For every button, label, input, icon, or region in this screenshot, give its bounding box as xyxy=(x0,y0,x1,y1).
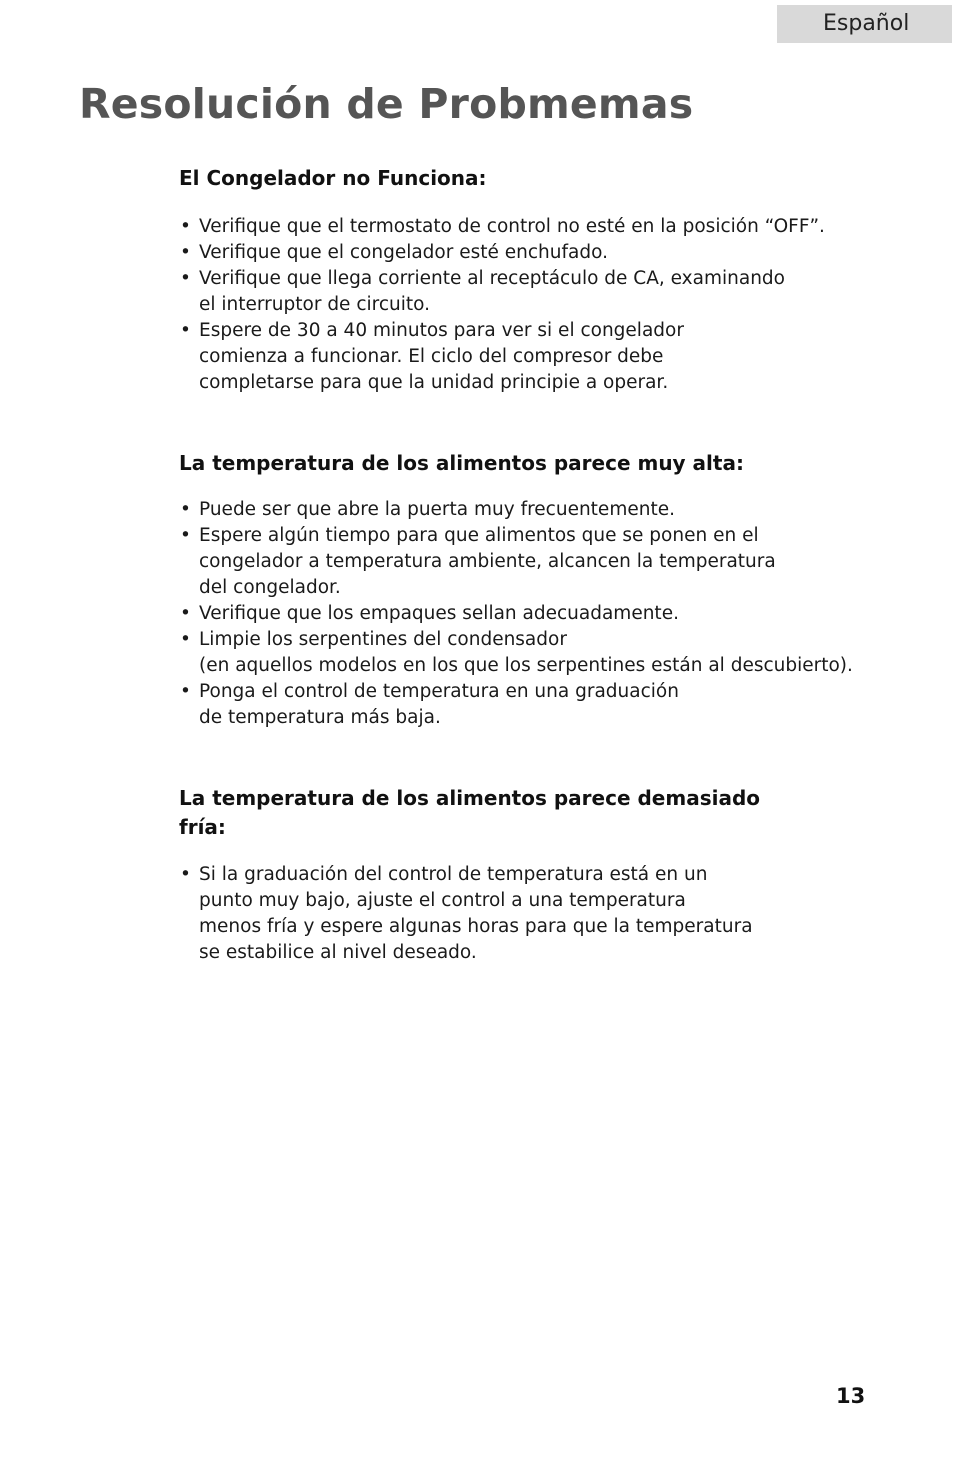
section-freezer-not-working xyxy=(179,164,879,396)
language-tab-label: Español xyxy=(823,11,910,36)
list-item-text: Puede ser que abre la puerta muy frecuentemente. xyxy=(199,499,675,520)
bullet-glyph: • xyxy=(180,216,191,237)
list-item xyxy=(179,318,879,396)
list-item xyxy=(179,523,879,601)
bullet-glyph: • xyxy=(180,681,191,702)
list-item-text: Limpie los serpentines del condensador (en aquellos modelos en los que los serpentines están al descubierto). xyxy=(199,629,853,676)
list-item xyxy=(179,266,879,318)
list-item-text: Si la graduación del control de temperatura está en un punto muy bajo, ajuste el control a una temperatura menos fría y espere algunas horas para que la temperatura se estabilice al nivel deseado. xyxy=(199,864,753,963)
bullet-glyph: • xyxy=(180,242,191,263)
bullet-glyph: • xyxy=(180,320,191,341)
section-heading: El Congelador no Funciona: xyxy=(179,166,487,190)
bullet-glyph: • xyxy=(180,603,191,624)
list-item-text: Verifique que los empaques sellan adecuadamente. xyxy=(199,603,679,624)
section-heading: La temperatura de los alimentos parece demasiado fría: xyxy=(179,786,761,839)
bullet-glyph: • xyxy=(180,268,191,289)
list-item xyxy=(179,214,879,240)
list-item-text: Verifique que el congelador esté enchufado. xyxy=(199,242,608,263)
section-temperature-too-cold xyxy=(179,784,879,966)
language-tab xyxy=(777,5,952,43)
bullet-glyph: • xyxy=(180,629,191,650)
list-item xyxy=(179,862,879,966)
section-heading: La temperatura de los alimentos parece muy alta: xyxy=(179,451,744,475)
section-temperature-too-high xyxy=(179,449,879,731)
page-number: 13 xyxy=(836,1384,866,1408)
bullet-list xyxy=(179,214,879,396)
list-item xyxy=(179,627,879,679)
bullet-glyph: • xyxy=(180,864,191,885)
list-item xyxy=(179,601,879,627)
bullet-list xyxy=(179,862,879,966)
page-title: Resolución de Probmemas xyxy=(79,80,694,128)
bullet-glyph: • xyxy=(180,525,191,546)
bullet-glyph: • xyxy=(180,499,191,520)
list-item xyxy=(179,240,879,266)
list-item-text: Ponga el control de temperatura en una graduación de temperatura más baja. xyxy=(199,681,679,728)
list-item xyxy=(179,497,879,523)
list-item-text: Espere de 30 a 40 minutos para ver si el congelador comienza a funcionar. El ciclo del compresor debe completarse para que la unidad principie a operar. xyxy=(199,320,684,393)
list-item-text: Verifique que el termostato de control no esté en la posición “OFF”. xyxy=(199,216,825,237)
bullet-list xyxy=(179,497,879,731)
list-item-text: Espere algún tiempo para que alimentos que se ponen en el congelador a temperatura ambiente, alcancen la temperatura del congelador. xyxy=(199,525,776,598)
list-item-text: Verifique que llega corriente al receptáculo de CA, examinando el interruptor de circuito. xyxy=(199,268,785,315)
list-item xyxy=(179,679,879,731)
